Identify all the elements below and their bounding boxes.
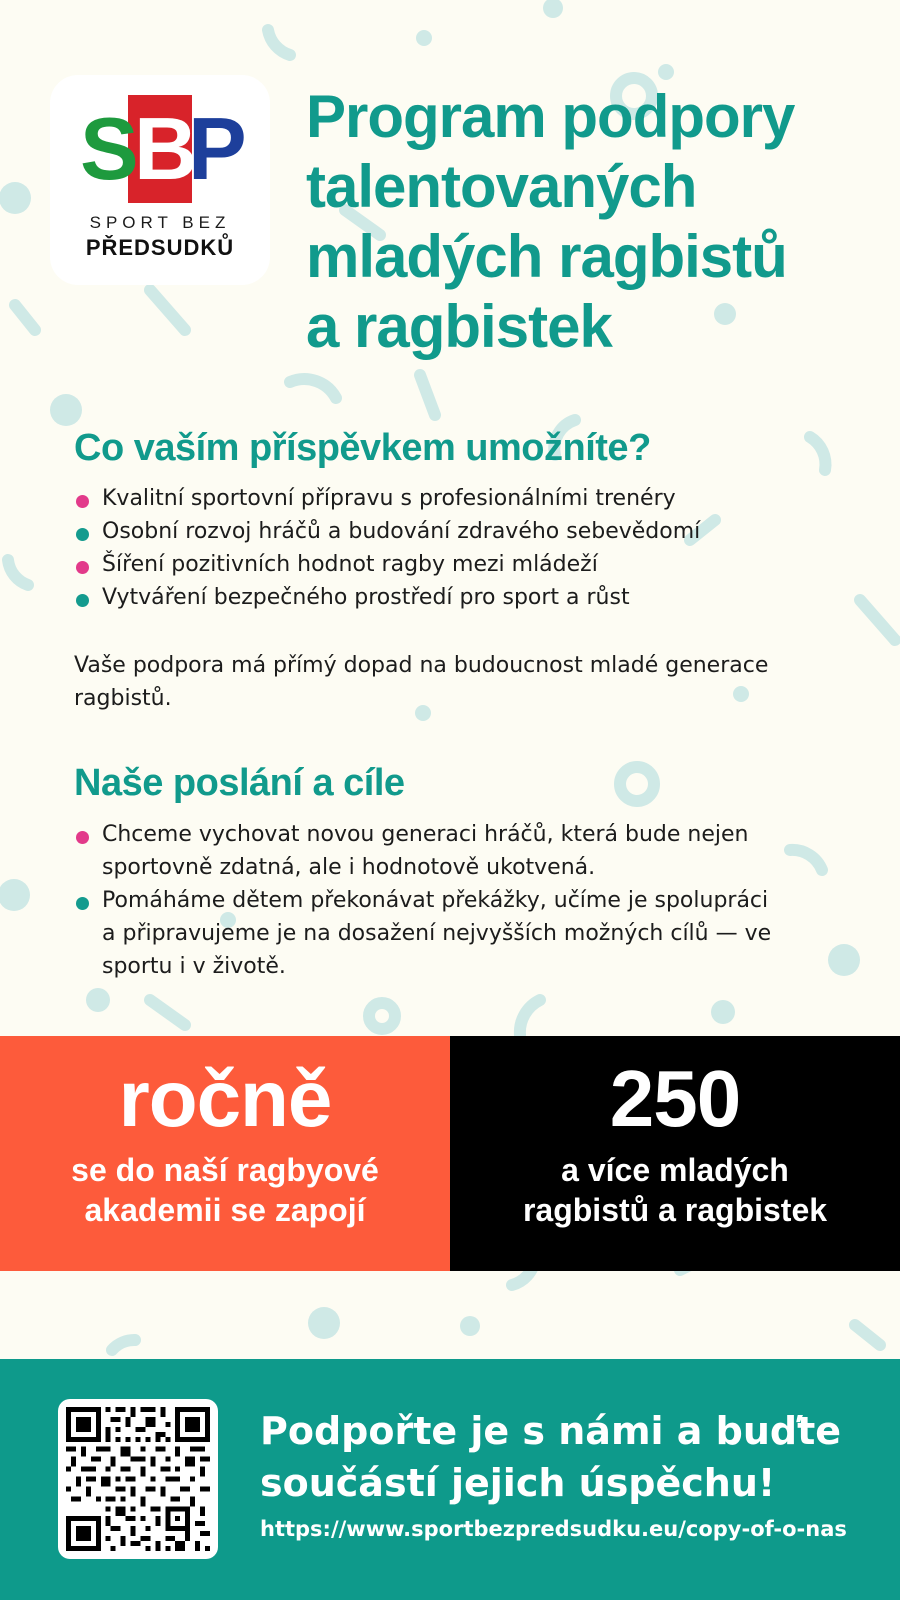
stat-yearly-headline: ročně bbox=[118, 1054, 332, 1143]
logo-mark bbox=[80, 95, 247, 205]
list-item-text: Chceme vychovat novou generaci hráčů, která bude nejen sportovně zdatná, ale i hodnotově ukotvená. bbox=[102, 822, 749, 880]
stat-caption-line: a více mladých bbox=[561, 1152, 789, 1188]
title-line: Program podpory bbox=[306, 83, 795, 150]
call-to-action bbox=[260, 1405, 880, 1509]
list-item-text: Osobní rozvoj hráčů a budování zdravého sebevědomí bbox=[102, 519, 701, 544]
stat-count-number: 250 bbox=[609, 1054, 741, 1143]
title-line: talentovaných bbox=[306, 153, 697, 220]
bullet-dot-icon bbox=[76, 897, 89, 910]
list-item-text: Šíření pozitivních hodnot ragby mezi mládeží bbox=[102, 552, 598, 577]
list-item-text: Kvalitní sportovní přípravu s profesionálními trenéry bbox=[102, 486, 676, 511]
website-link[interactable]: https://www.sportbezpredsudku.eu/copy-of-o-nas bbox=[260, 1517, 847, 1541]
stat-panel-count bbox=[450, 1036, 900, 1271]
list-item bbox=[74, 581, 874, 614]
logo bbox=[50, 75, 270, 285]
stat-caption-line: ragbistů a ragbistek bbox=[522, 1192, 828, 1228]
bullet-dot-icon bbox=[76, 528, 89, 541]
logo-letter-p: P bbox=[188, 99, 247, 198]
stat-panel-yearly bbox=[0, 1036, 450, 1271]
logo-letter-b: B bbox=[134, 99, 198, 198]
title-line: a ragbistek bbox=[306, 293, 612, 360]
section-heading-contribution: Co vaším příspěvkem umožníte? bbox=[74, 427, 651, 469]
list-item bbox=[74, 515, 874, 548]
mission-list bbox=[74, 818, 774, 983]
cta-line: součástí jejich úspěchu! bbox=[260, 1461, 776, 1505]
list-item bbox=[74, 884, 774, 983]
qr-code-icon[interactable] bbox=[58, 1399, 218, 1559]
bullet-dot-icon bbox=[76, 561, 89, 574]
stat-caption-line: akademii se zapojí bbox=[84, 1192, 366, 1228]
bullet-dot-icon bbox=[76, 831, 89, 844]
list-item-text: Vytváření bezpečného prostředí pro sport a růst bbox=[102, 585, 630, 610]
qr-code-graphic bbox=[66, 1407, 210, 1551]
stat-yearly-caption bbox=[0, 1150, 450, 1230]
title-line: mladých ragbistů bbox=[306, 223, 787, 290]
logo-letter-s: S bbox=[80, 99, 139, 198]
cta-line: Podpořte je s námi a buďte bbox=[260, 1409, 842, 1453]
page-title bbox=[306, 82, 886, 362]
stat-count-caption bbox=[450, 1150, 900, 1230]
list-item-text: Pomáháme dětem překonávat překážky, učíme je spolupráci a připravujeme je na dosažení nejvyšších možných cílů — ve sportu i v životě. bbox=[102, 888, 772, 979]
logo-tagline-top: SPORT BEZ bbox=[89, 213, 231, 232]
bullet-dot-icon bbox=[76, 594, 89, 607]
contribution-list bbox=[74, 482, 874, 614]
section-heading-mission: Naše poslání a cíle bbox=[74, 762, 405, 804]
list-item bbox=[74, 548, 874, 581]
footer-cta bbox=[0, 1359, 900, 1600]
list-item bbox=[74, 482, 874, 515]
impact-statement: Vaše podpora má přímý dopad na budoucnost mladé generace ragbistů. bbox=[74, 653, 769, 711]
list-item bbox=[74, 818, 774, 884]
bullet-dot-icon bbox=[76, 495, 89, 508]
logo-tagline-bottom: PŘEDSUDKŮ bbox=[85, 235, 235, 260]
stat-caption-line: se do naší ragbyové bbox=[71, 1152, 379, 1188]
